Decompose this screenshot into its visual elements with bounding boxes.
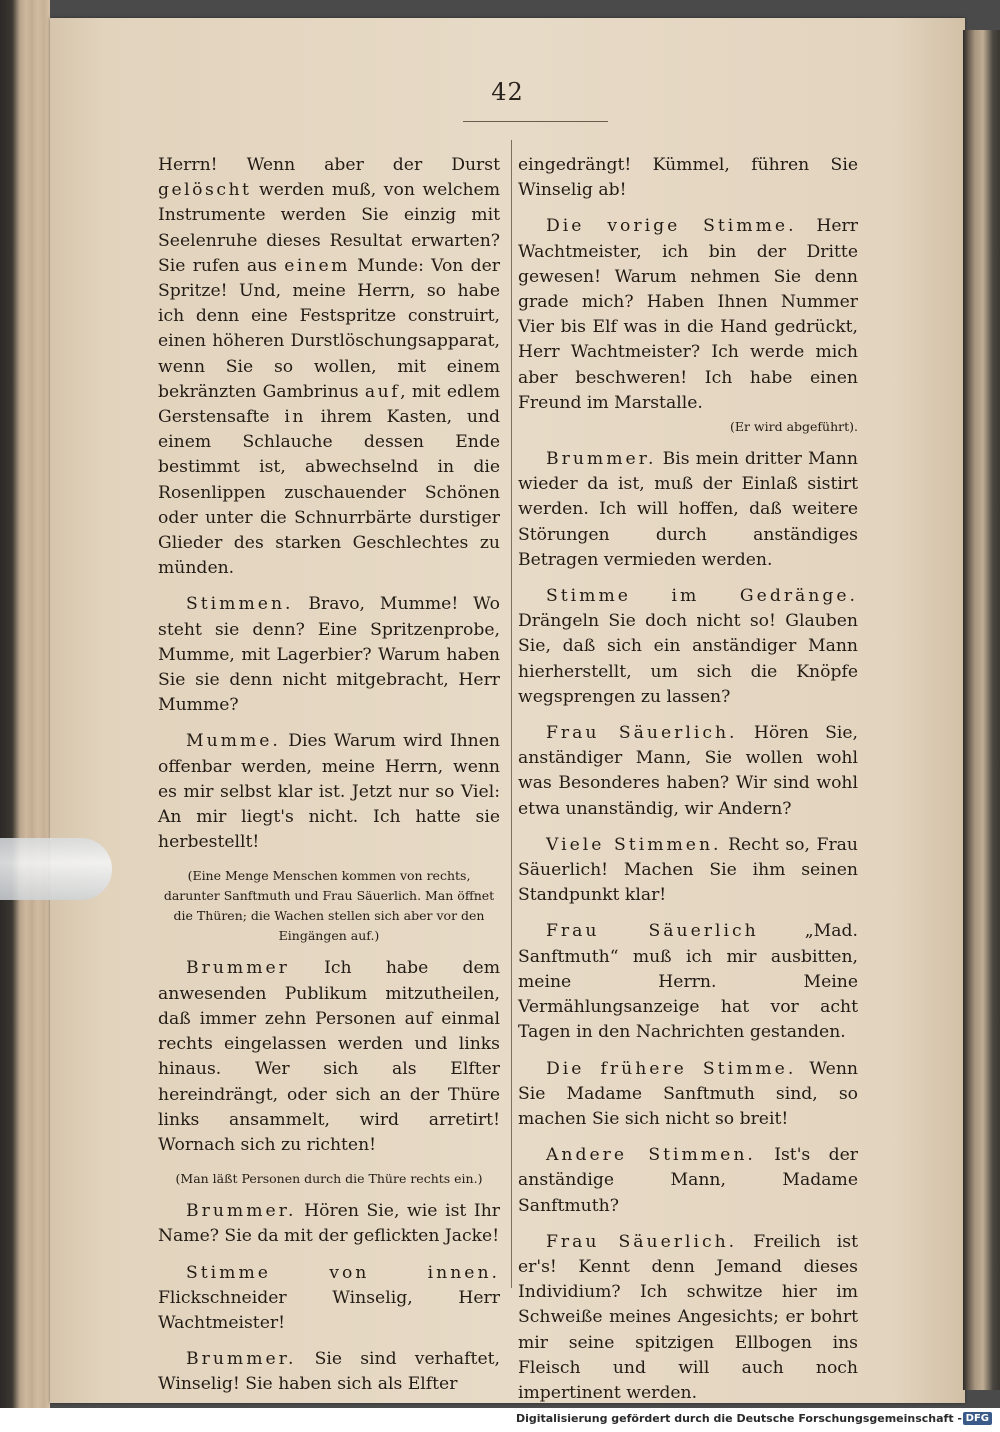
header-rule [463, 121, 608, 122]
paragraph: Andere Stimmen. Ist's der anständige Mann, Madame Sanftmuth? [518, 1145, 858, 1216]
paragraph: Viele Stimmen. Recht so, Frau Säuerlich! Machen Sie ihm seinen Standpunkt klar! [518, 834, 858, 906]
paragraph: Frau Säuerlich. Hören Sie, anständiger Mann, Sie wollen wohl was Besonderes haben? Wir sind wohl etwa unanständig, wir Andern? [518, 723, 858, 819]
stage-direction: (Er wird abgeführt). [729, 419, 858, 435]
dfg-logo-icon: DFG [963, 1412, 992, 1425]
stage-direction: (Man läßt Personen durch die Thüre rechts ein.) [175, 1171, 483, 1187]
page-number: 42 [491, 78, 524, 106]
paragraph: Die vorige Stimme. Herr Wachtmeister, ich bin der Dritte gewesen! Warum nehmen Sie denn grade mich? Haben Ihnen Nummer Vier bis Elf was in die Hand gedrückt, Herr Wachtmeister? Ich werde mich aber beschweren! Ich habe einen Freund im Marstalle. [518, 216, 858, 413]
paragraph: Brummer. Sie sind verhaftet, Winselig! Sie haben sich als Elfter [158, 1349, 500, 1395]
paragraph: Mumme. Dies Warum wird Ihnen offenbar werden, meine Herrn, wenn es mir selbst klar ist. Jetzt nur so Viel: An mir liegt's nicht. Ich hatte sie herbestellt! [158, 731, 500, 853]
paragraph: Frau Säuerlich „Mad. Sanftmuth“ muß ich mir ausbitten, meine Herrn. Meine Vermählungsanzeige hat vor acht Tagen in den Nachrichten gestanden. [518, 921, 858, 1043]
paragraph: Stimme im Gedränge. Drängeln Sie doch nicht so! Glauben Sie, daß sich ein anständiger Mann hierherstellt, um sich die Knöpfe wegsprengen zu lassen? [518, 586, 858, 707]
paragraph: Stimme von innen. Flickschneider Winselig, Herr Wachtmeister! [158, 1262, 500, 1333]
paragraph: Stimmen. Bravo, Mumme! Wo steht sie denn? Eine Spritzenprobe, Mumme, mit Lagerbier? Warum haben Sie sie denn nicht mitgebracht, Herr Mumme? [158, 594, 500, 716]
footer-credit: Digitalisierung gefördert durch die Deutsche Forschungsgemeinschaft - [515, 1412, 962, 1425]
paragraph: Brummer Ich habe dem anwesenden Publikum mitzutheilen, daß immer zehn Personen auf einmal rechts eingelassen werden und links hinaus. Wer sich als Elfter hereindrängt, oder sich an der Thüre links ansammelt, wird arretirt! Wornach sich zu richten! [158, 958, 500, 1155]
paragraph: Brummer. Bis mein dritter Mann wieder da ist, muß der Einlaß sistirt werden. Ich will hoffen, daß weitere Störungen durch anständiges Betragen vermieden werden. [518, 449, 858, 570]
paragraph: Frau Säuerlich. Freilich ist er's! Kennt denn Jemand dieses Individium? Ich schwitze hier im Schweiße meines Angesichts; er bohrt mir seine spitzigen Ellbogen ins Fleisch und will auch noch impertinent werden. [518, 1231, 858, 1403]
right-column [518, 153, 858, 1417]
left-column [158, 153, 500, 1409]
paragraph: eingedrängt! Kümmel, führen Sie Winselig ab! [518, 155, 858, 201]
book-page [50, 18, 965, 1403]
paragraph: Brummer. Hören Sie, wie ist Ihr Name? Sie da mit der geflickten Jacke! [158, 1201, 500, 1247]
paragraph: Die frühere Stimme. Wenn Sie Madame Sanftmuth sind, so machen Sie sich nicht so breit! [518, 1058, 858, 1129]
paragraph: Herrn! Wenn aber der Durst gelöscht werden muß, von welchem Instrumente werden Sie einzig mit Seelenruhe dieses Resultat erwarten? Sie rufen aus einem Munde: Von der Spritze! Und, meine Herrn, so habe ich denn eine Festspritze construirt, einen höheren Durstlöschungsapparat, wenn Sie so wollen, mit einem bekränzten Gambrinus auf, mit edlem Gerstensafte in ihrem Kasten, und einem Schlauche dessen Ende bestimmt ist, abwechselnd in die Rosenlippen zuschauender Schönen oder unter die Schnurrbärte durstiger Glieder des starken Geschlechtes zu münden. [158, 155, 500, 579]
book-edge-right [963, 30, 1000, 1390]
stage-direction: (Eine Menge Menschen kommen von rechts, darunter Sanftmuth und Frau Säuerlich. Man öffnet die Thüren; die Wachen stellen sich aber vor den Eingängen auf.) [163, 868, 495, 944]
footer-bar [0, 1408, 1000, 1432]
column-divider [511, 140, 512, 1288]
book-edge-left [0, 0, 50, 1408]
scanner-finger-artefact [0, 838, 112, 900]
